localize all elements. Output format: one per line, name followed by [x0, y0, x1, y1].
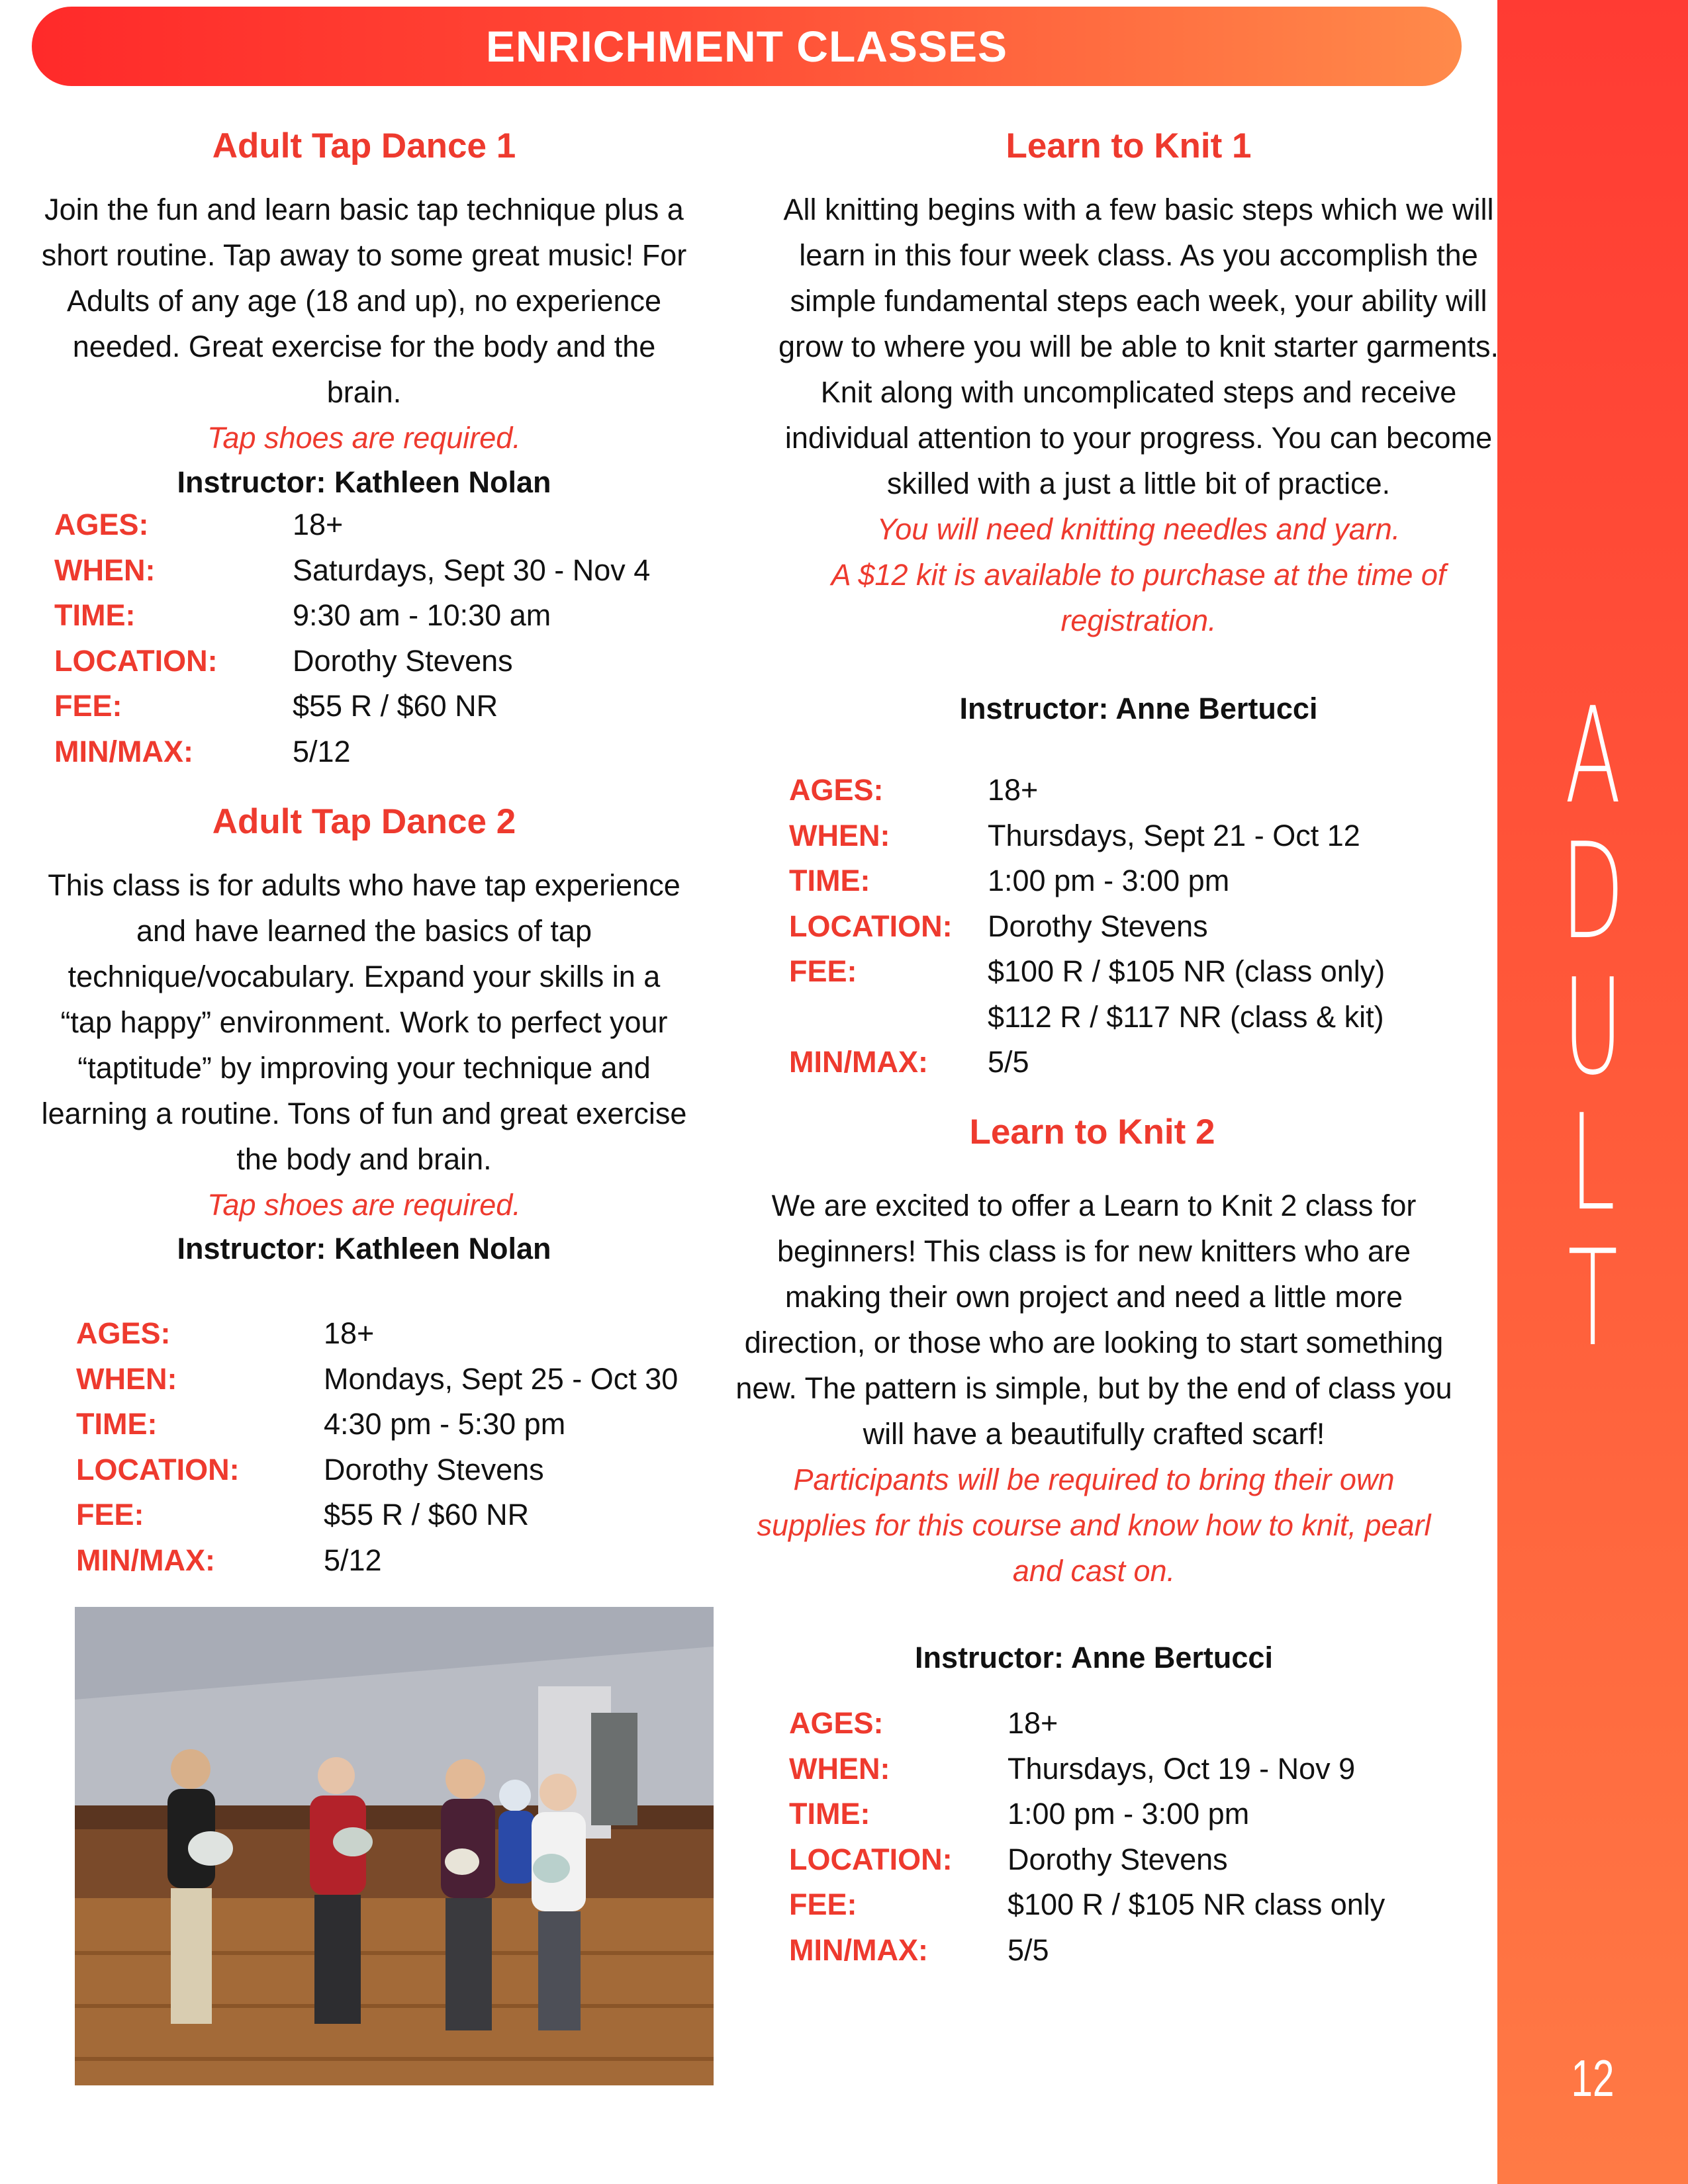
- class-details: [76, 1311, 678, 1583]
- detail-row: [76, 1538, 678, 1584]
- detail-row: [789, 949, 1385, 995]
- detail-label: LOCATION:: [54, 643, 218, 678]
- sidebar-letter: U: [1562, 950, 1623, 1105]
- detail-value: $100 R / $105 NR class only: [1008, 1888, 1385, 1922]
- detail-row: [789, 858, 1385, 904]
- class-photo: [75, 1607, 714, 2085]
- instructor: Instructor: Anne Bertucci: [959, 692, 1318, 725]
- detail-row: [76, 1311, 678, 1357]
- detail-value: Dorothy Stevens: [1008, 1842, 1228, 1876]
- description-text: Join the fun and learn basic tap technique plus a short routine. Tap away to some great music! For Adults of any age (18 and up), no experience needed. Great exercise for the body and the brain.: [41, 193, 687, 409]
- requirement-note: Tap shoes are required.: [207, 1188, 521, 1222]
- detail-value: 5/5: [988, 1045, 1029, 1079]
- detail-label: [789, 995, 988, 1040]
- detail-value: $100 R / $105 NR (class only): [988, 954, 1385, 989]
- detail-value: $55 R / $60 NR: [324, 1498, 530, 1532]
- detail-row: [54, 729, 650, 775]
- detail-row: [789, 1701, 1385, 1747]
- detail-label: LOCATION:: [76, 1452, 240, 1486]
- detail-row: [789, 1882, 1385, 1928]
- requirement-note: Participants will be required to bring their own supplies for this course and know how to knit, pearl and cast on.: [757, 1463, 1431, 1588]
- detail-row: [54, 684, 650, 729]
- detail-value: 18+: [988, 773, 1039, 807]
- detail-row: [789, 1837, 1385, 1883]
- kit-note: A $12 kit is available to purchase at the time of registration.: [831, 558, 1446, 637]
- detail-value: Saturdays, Sept 30 - Nov 4: [293, 553, 651, 587]
- description-text: All knitting begins with a few basic steps which we will learn in this four week class. As you accomplish the simple fundamental steps each week, your ability will grow to where you will be able to knit starter garments. Knit along with uncomplicated steps and receive individual attention to your progress. You can become skilled with a just a little bit of practice.: [778, 193, 1499, 500]
- detail-row: [54, 548, 650, 594]
- detail-row: [54, 502, 650, 548]
- detail-label: TIME:: [54, 598, 136, 633]
- detail-row: [789, 1792, 1385, 1837]
- class-description: [40, 862, 688, 1228]
- detail-value: 1:00 pm - 3:00 pm: [988, 864, 1230, 898]
- instructor: Instructor: Anne Bertucci: [915, 1641, 1273, 1674]
- instructor: Instructor: Kathleen Nolan: [177, 1232, 551, 1265]
- detail-label: FEE:: [76, 1498, 144, 1532]
- detail-value: Dorothy Stevens: [293, 643, 513, 678]
- class-title: Learn to Knit 2: [969, 1113, 1215, 1152]
- detail-label: LOCATION:: [789, 1842, 953, 1876]
- detail-value: 18+: [1008, 1706, 1058, 1741]
- detail-label: WHEN:: [789, 818, 890, 852]
- detail-label: TIME:: [789, 1797, 870, 1831]
- detail-value: Mondays, Sept 25 - Oct 30: [324, 1361, 679, 1396]
- detail-label: MIN/MAX:: [76, 1543, 215, 1577]
- sidebar-letter: A: [1564, 679, 1621, 833]
- detail-value: $112 R / $117 NR (class & kit): [988, 999, 1384, 1034]
- detail-row: [76, 1357, 678, 1402]
- detail-label: TIME:: [789, 864, 870, 898]
- detail-value: $55 R / $60 NR: [293, 689, 498, 723]
- detail-label: MIN/MAX:: [789, 1045, 928, 1079]
- detail-row: [789, 813, 1385, 859]
- detail-row: [76, 1447, 678, 1493]
- detail-value: Dorothy Stevens: [324, 1452, 544, 1486]
- detail-row: [789, 1928, 1385, 1974]
- detail-label: MIN/MAX:: [789, 1933, 928, 1967]
- detail-value: 5/5: [1008, 1933, 1049, 1967]
- sidebar-letter: L: [1570, 1086, 1616, 1240]
- detail-label: FEE:: [54, 689, 122, 723]
- class-title: Adult Tap Dance 2: [212, 802, 516, 841]
- page-number: 12: [1571, 2049, 1615, 2107]
- detail-label: MIN/MAX:: [54, 734, 193, 768]
- detail-row: [789, 995, 1385, 1040]
- detail-value: 18+: [324, 1316, 375, 1351]
- detail-label: AGES:: [789, 773, 884, 807]
- detail-value: 1:00 pm - 3:00 pm: [1008, 1797, 1250, 1831]
- class-title: Adult Tap Dance 1: [212, 126, 516, 165]
- page-title: ENRICHMENT CLASSES: [485, 22, 1008, 71]
- class-title: Learn to Knit 1: [1006, 126, 1252, 165]
- detail-row: [789, 1040, 1385, 1085]
- detail-label: FEE:: [789, 954, 857, 989]
- detail-value: Thursdays, Sept 21 - Oct 12: [988, 818, 1360, 852]
- detail-value: 5/12: [293, 734, 351, 768]
- detail-row: [54, 593, 650, 639]
- instructor: Instructor: Kathleen Nolan: [177, 465, 551, 499]
- detail-row: [789, 768, 1385, 813]
- requirement-note: You will need knitting needles and yarn.: [876, 512, 1401, 546]
- class-details: [54, 502, 650, 774]
- detail-label: WHEN:: [789, 1751, 890, 1786]
- detail-row: [789, 1747, 1385, 1792]
- sidebar-letter: D: [1561, 815, 1624, 969]
- detail-label: LOCATION:: [789, 909, 953, 943]
- detail-label: WHEN:: [76, 1361, 177, 1396]
- detail-value: 9:30 am - 10:30 am: [293, 598, 551, 633]
- description-text: We are excited to offer a Learn to Knit 2 class for beginners! This class is for new knitters who are making their own project and need a little more direction, or those who are looking to start something new. The pattern is simple, but by the end of class you will have a beautifully crafted scarf!: [735, 1189, 1452, 1451]
- detail-label: AGES:: [76, 1316, 171, 1351]
- detail-label: TIME:: [76, 1407, 158, 1441]
- detail-value: 4:30 pm - 5:30 pm: [324, 1407, 566, 1441]
- class-description: [774, 187, 1503, 643]
- class-details: [789, 768, 1385, 1085]
- detail-value: Thursdays, Oct 19 - Nov 9: [1008, 1751, 1356, 1786]
- detail-row: [76, 1492, 678, 1538]
- detail-value: 5/12: [324, 1543, 382, 1577]
- header-banner: [32, 7, 1462, 86]
- class-details: [789, 1701, 1385, 1973]
- detail-row: [789, 904, 1385, 950]
- detail-value: 18+: [293, 508, 344, 542]
- description-text: This class is for adults who have tap experience and have learned the basics of tap technique/vocabulary. Expand your skills in a “tap happy” environment. Work to perfect your “taptitude” by improving your technique and learning a routine. Tons of fun and great exercise the body and brain.: [41, 868, 687, 1176]
- class-description: [735, 1183, 1453, 1594]
- sidebar-vertical-word: [1497, 679, 1688, 1376]
- detail-label: AGES:: [789, 1706, 884, 1741]
- requirement-note: Tap shoes are required.: [207, 421, 521, 455]
- detail-row: [54, 639, 650, 684]
- sidebar-adult: [1497, 0, 1688, 2184]
- detail-value: Dorothy Stevens: [988, 909, 1208, 943]
- sidebar-letter: T: [1568, 1222, 1618, 1376]
- detail-label: AGES:: [54, 508, 149, 542]
- class-description: [40, 187, 688, 461]
- detail-label: FEE:: [789, 1888, 857, 1922]
- detail-label: WHEN:: [54, 553, 156, 587]
- detail-row: [76, 1402, 678, 1447]
